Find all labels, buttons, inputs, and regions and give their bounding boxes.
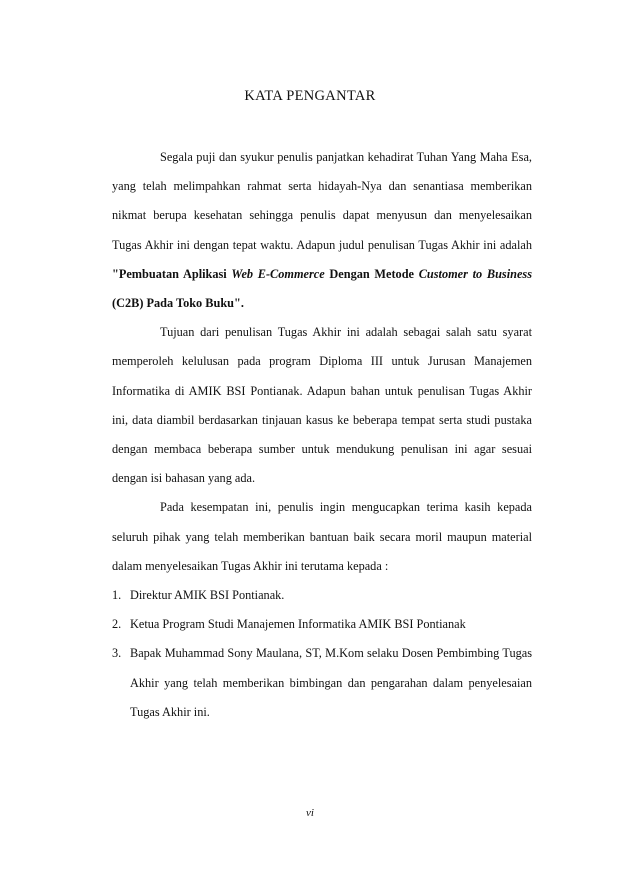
thesis-title-part-3: (C2B) Pada Toko Buku". <box>112 296 244 311</box>
acknowledgement-list <box>112 581 532 727</box>
paragraph-intro-text: Segala puji dan syukur penulis panjatkan kehadirat Tuhan Yang Maha Esa, yang telah melimpahkan rahmat serta hidayah-Nya dan senantiasa memberikan nikmat berupa kesehatan sehingga penulis dapat menyusun dan menyelesaikan Tugas Akhir ini dengan tepat waktu. Adapun judul penulisan Tugas Akhir ini adalah <box>112 150 532 252</box>
paragraph-thanks: Pada kesempatan ini, penulis ingin mengucapkan terima kasih kepada seluruh pihak yang telah memberikan bantuan baik secara moril maupun material dalam menyelesaikan Tugas Akhir ini terutama kepada : <box>112 500 532 573</box>
thesis-title-italic-1: Web E-Commerce <box>231 266 325 281</box>
page-number: vi <box>306 807 314 819</box>
thesis-title-part-2: Dengan Metode <box>324 266 419 281</box>
page-title: KATA PENGANTAR <box>244 88 376 104</box>
list-item-text: Ketua Program Studi Manajemen Informatika AMIK BSI Pontianak <box>130 617 466 632</box>
document-body <box>112 143 532 727</box>
list-item-text: Direktur AMIK BSI Pontianak. <box>130 588 285 603</box>
thesis-title-part-1: "Pembuatan Aplikasi <box>112 266 232 281</box>
list-item <box>112 639 532 727</box>
paragraph-intro <box>112 143 532 318</box>
paragraph-purpose: Tujuan dari penulisan Tugas Akhir ini adalah sebagai salah satu syarat memperoleh kelulusan pada program Diploma III untuk Jurusan Manajemen Informatika di AMIK BSI Pontianak. Adapun bahan untuk penulisan Tugas Akhir ini, data diambil berdasarkan tinjauan kasus ke beberapa tempat serta studi pustaka dengan membaca beberapa sumber untuk mendukung penulisan ini agar sesuai dengan isi bahasan yang ada. <box>112 325 532 486</box>
list-item-number: 2. <box>112 617 122 632</box>
list-item-number: 3. <box>112 646 122 661</box>
thesis-title-italic-2: Customer to Business <box>418 266 532 281</box>
list-item <box>112 610 532 639</box>
list-item-text: Bapak Muhammad Sony Maulana, ST, M.Kom selaku Dosen Pembimbing Tugas Akhir yang telah memberikan bimbingan dan pengarahan dalam penyelesaian Tugas Akhir ini. <box>130 646 532 719</box>
list-item <box>112 581 532 610</box>
list-item-number: 1. <box>112 588 122 603</box>
